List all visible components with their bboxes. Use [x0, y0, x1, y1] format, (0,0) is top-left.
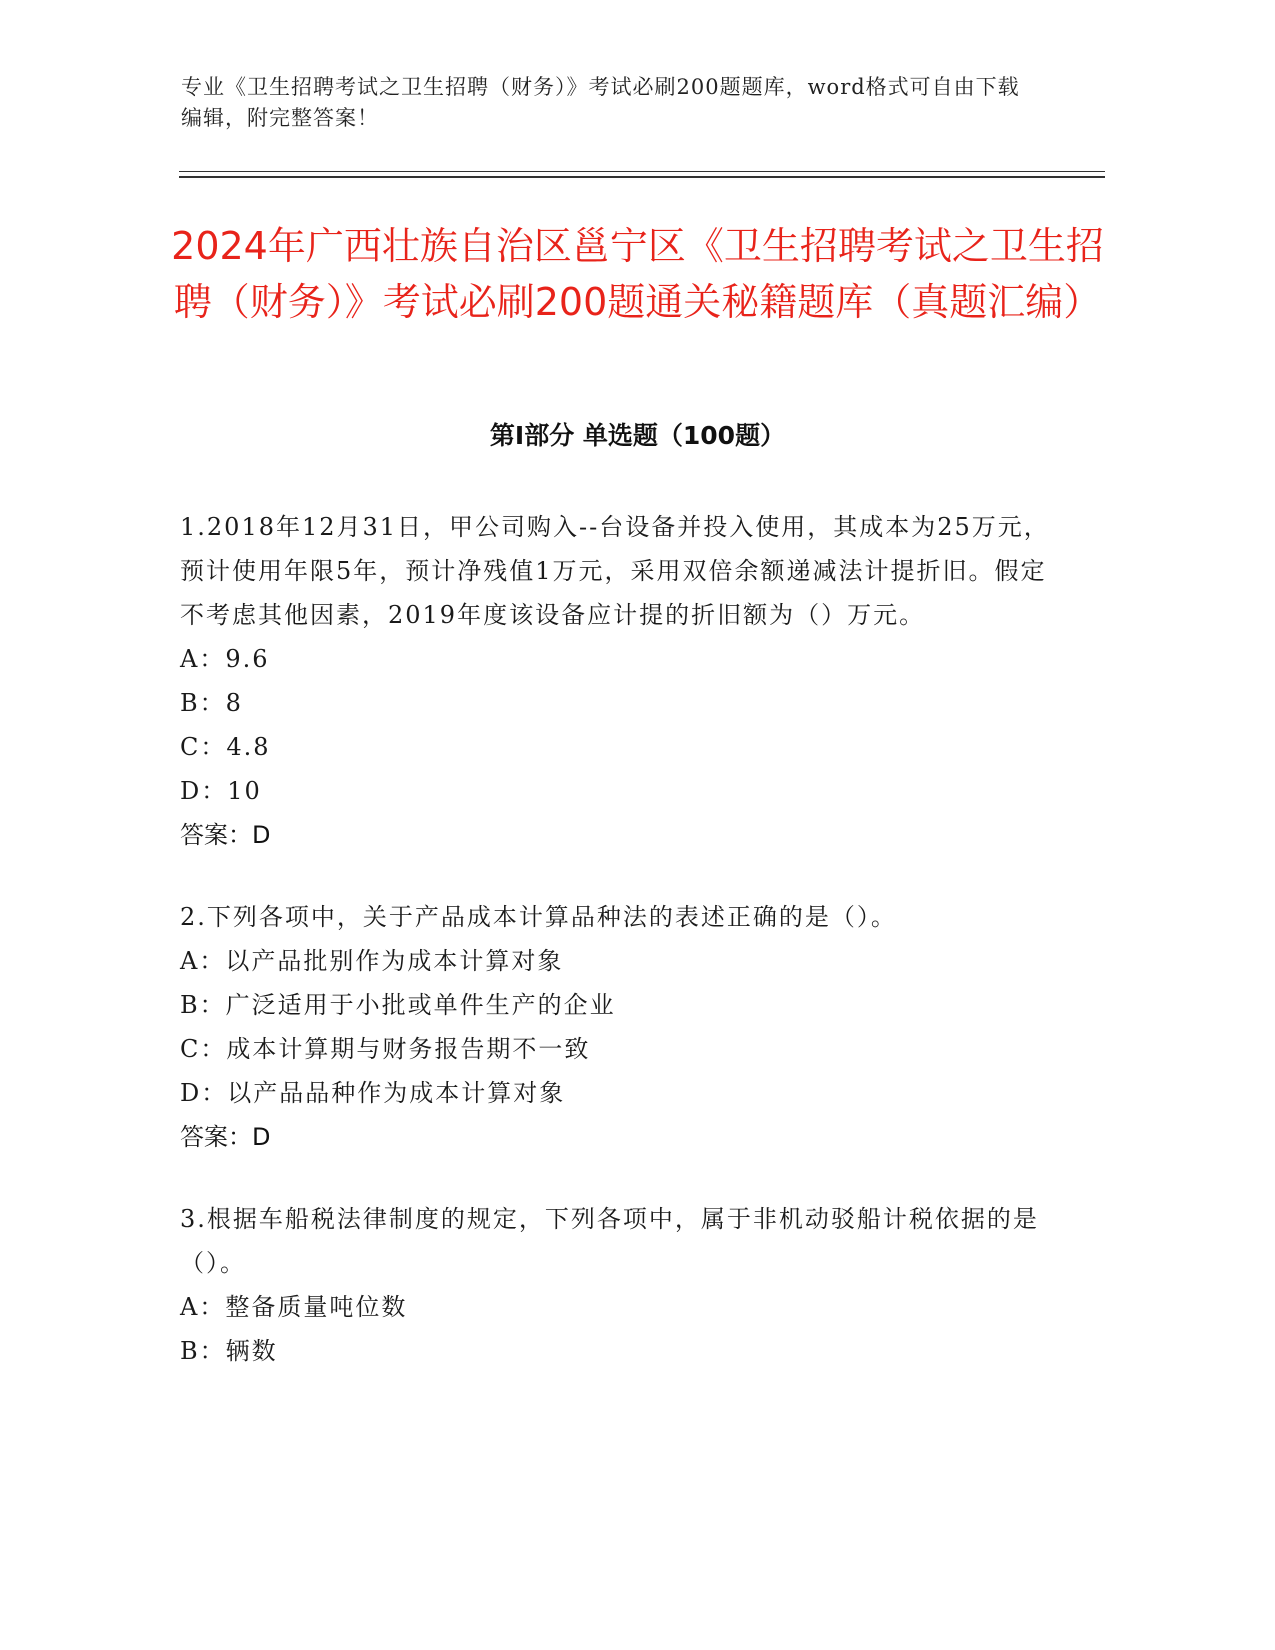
option-a: A：以产品批别作为成本计算对象	[180, 947, 564, 975]
document-title: 2024年广西壮族自治区邕宁区《卫生招聘考试之卫生招聘（财务）》考试必刷200题通关秘籍题库（真题汇编）	[171, 224, 1104, 324]
question-stem: 2.下列各项中，关于产品成本计算品种法的表述正确的是（）。	[180, 903, 897, 931]
option-a: A：整备质量吨位数	[180, 1293, 408, 1321]
question-list	[180, 505, 1050, 1411]
answer-line: 答案：D	[180, 821, 271, 849]
option-c: C：4.8	[180, 733, 271, 761]
option-b: B：8	[180, 689, 243, 717]
header-divider-thin	[179, 171, 1105, 172]
option-b: B：广泛适用于小批或单件生产的企业	[180, 991, 616, 1019]
section-title: 第Ⅰ部分 单选题（100题）	[489, 421, 786, 450]
option-b: B：辆数	[180, 1337, 278, 1365]
answer-line: 答案：D	[180, 1123, 271, 1151]
question-3	[180, 1197, 1050, 1373]
option-d: D：10	[180, 777, 262, 805]
question-stem: 3.根据车船税法律制度的规定，下列各项中，属于非机动驳船计税依据的是（）。	[180, 1205, 1039, 1277]
question-1	[180, 505, 1050, 857]
header-divider-thick	[179, 176, 1105, 178]
question-2	[180, 895, 1050, 1159]
question-stem: 1.2018年12月31日，甲公司购入--台设备并投入使用，其成本为25万元，预计使用年限5年，预计净残值1万元，采用双倍余额递减法计提折旧。假定不考虑其他因素，2019年度该设备应计提的折旧额为（）万元。	[180, 513, 1050, 629]
option-d: D：以产品品种作为成本计算对象	[180, 1079, 566, 1107]
option-c: C：成本计算期与财务报告期不一致	[180, 1035, 591, 1063]
option-a: A：9.6	[180, 645, 270, 673]
header-note: 专业《卫生招聘考试之卫生招聘（财务）》考试必刷200题题库，word格式可自由下载编辑，附完整答案！	[181, 75, 1020, 130]
